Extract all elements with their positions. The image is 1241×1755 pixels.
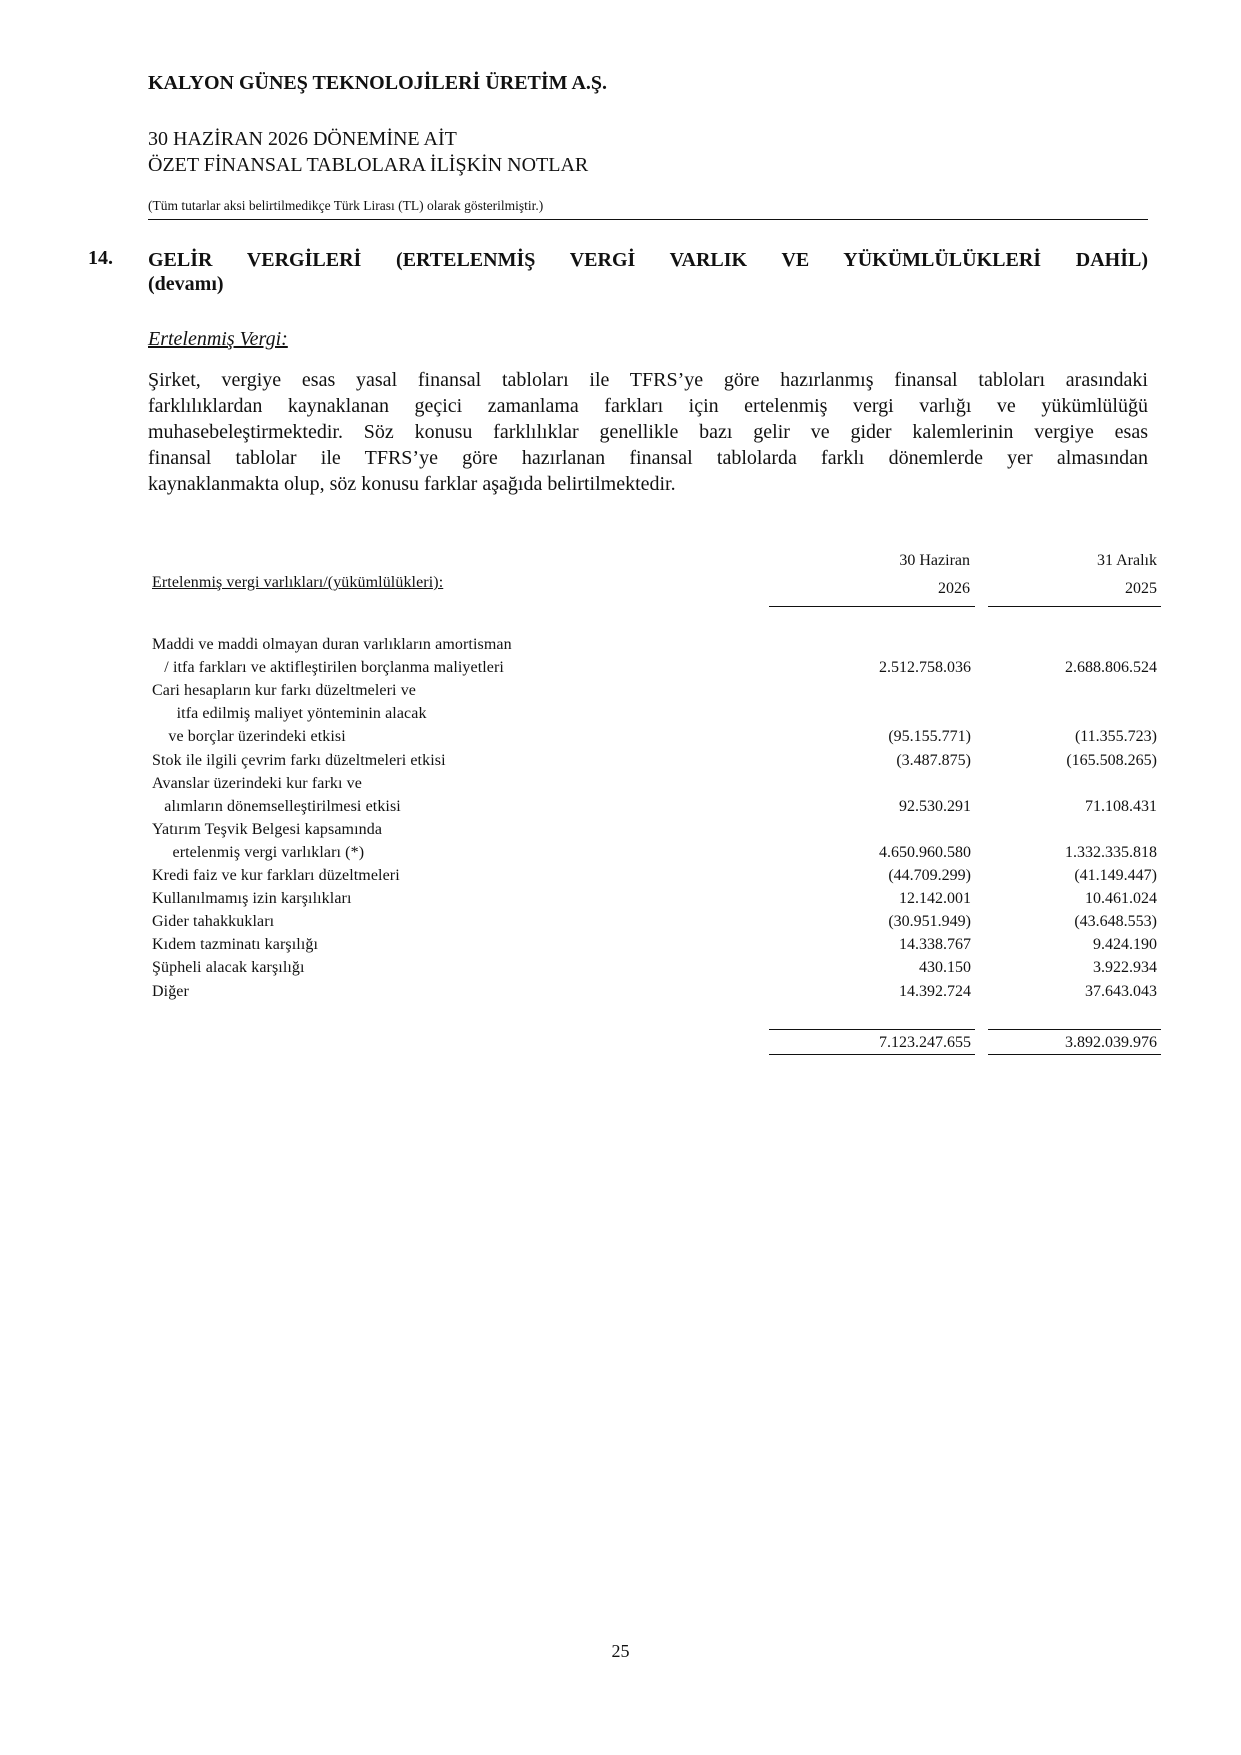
row-value-2026: 4.650.960.580 — [879, 844, 971, 861]
col2-total-top-rule — [988, 1029, 1161, 1030]
row-value-2025: 37.643.043 — [1085, 983, 1157, 1000]
row-value-2025: (41.149.447) — [1074, 867, 1157, 884]
col2-header-line1: 31 Aralık — [1097, 552, 1157, 569]
total-value-2025: 3.892.039.976 — [1065, 1034, 1157, 1051]
row-value-2026: (30.951.949) — [888, 913, 971, 930]
row-value-2025: (43.648.553) — [1074, 913, 1157, 930]
row-value-2025: 71.108.431 — [1085, 798, 1157, 815]
row-value-2025: 2.688.806.524 — [1065, 659, 1157, 676]
row-value-2025: 9.424.190 — [1093, 936, 1157, 953]
row-label: Maddi ve maddi olmayan duran varlıkların amortisman — [152, 636, 512, 653]
col1-total-top-rule — [769, 1029, 975, 1030]
section-title: GELİR VERGİLERİ (ERTELENMİŞ VERGİ VARLIK VE YÜKÜMLÜLÜKLERİ DAHİL) — [148, 249, 1148, 271]
row-value-2026: 14.338.767 — [899, 936, 971, 953]
currency-note: (Tüm tutarlar aksi belirtilmedikçe Türk Lirası (TL) olarak gösterilmiştir.) — [148, 198, 544, 213]
row-value-2026: 430.150 — [919, 959, 971, 976]
total-value-2026: 7.123.247.655 — [879, 1034, 971, 1051]
row-value-2025: 10.461.024 — [1085, 890, 1157, 907]
paragraph-line: muhasebeleştirmektedir. Söz konusu farklılıklar genellikle bazı gelir ve gider kalemlerinin vergiye esas — [148, 421, 1148, 443]
row-value-2025: 1.332.335.818 — [1065, 844, 1157, 861]
paragraph-line: finansal tablolar ile TFRS’ye göre hazırlanan finansal tablolarda farklı dönemlerde yer almasından — [148, 447, 1148, 469]
row-label: Kredi faiz ve kur farkları düzeltmeleri — [152, 867, 400, 884]
notes-title: ÖZET FİNANSAL TABLOLARA İLİŞKİN NOTLAR — [148, 154, 589, 176]
paragraph-line: Şirket, vergiye esas yasal finansal tabloları ile TFRS’ye göre hazırlanmış finansal tabloları arasındaki — [148, 369, 1148, 391]
company-name: KALYON GÜNEŞ TEKNOLOJİLERİ ÜRETİM A.Ş. — [148, 72, 608, 94]
row-value-2026: (3.487.875) — [896, 752, 971, 769]
paragraph-line: farklılıklardan kaynaklanan geçici zamanlama farkları için ertelenmiş vergi varlığı ve yükümlülüğü — [148, 395, 1148, 417]
row-value-2026: 14.392.724 — [899, 983, 971, 1000]
row-label: / itfa farkları ve aktifleştirilen borçlanma maliyetleri — [152, 659, 504, 676]
row-label: Gider tahakkukları — [152, 913, 275, 930]
col1-header-rule — [769, 606, 975, 607]
period-title: 30 HAZİRAN 2026 DÖNEMİNE AİT — [148, 128, 457, 150]
row-label: Kullanılmamış izin karşılıkları — [152, 890, 352, 907]
subheading: Ertelenmiş Vergi: — [148, 328, 288, 350]
section-number: 14. — [88, 247, 113, 269]
table-caption: Ertelenmiş vergi varlıkları/(yükümlülükleri): — [152, 574, 444, 591]
row-value-2026: 2.512.758.036 — [879, 659, 971, 676]
row-value-2025: 3.922.934 — [1093, 959, 1157, 976]
row-label: Avanslar üzerindeki kur farkı ve — [152, 775, 362, 792]
col2-header-line2: 2025 — [1125, 580, 1157, 597]
row-value-2026: (44.709.299) — [888, 867, 971, 884]
row-label: Yatırım Teşvik Belgesi kapsamında — [152, 821, 383, 838]
col2-total-bottom-rule — [988, 1054, 1161, 1055]
row-value-2025: (11.355.723) — [1074, 728, 1157, 745]
page-number: 25 — [611, 1641, 630, 1661]
row-value-2026: (95.155.771) — [888, 728, 971, 745]
col2-header-rule — [988, 606, 1161, 607]
section-title-continued: (devamı) — [148, 273, 224, 295]
row-value-2026: 92.530.291 — [899, 798, 971, 815]
row-label: ve borçlar üzerindeki etkisi — [152, 728, 346, 745]
row-label: itfa edilmiş maliyet yönteminin alacak — [152, 705, 427, 722]
col1-header-line2: 2026 — [938, 580, 970, 597]
col1-total-bottom-rule — [769, 1054, 975, 1055]
row-label: ertelenmiş vergi varlıkları (*) — [152, 844, 365, 861]
row-label: Şüpheli alacak karşılığı — [152, 959, 305, 976]
col1-header-line1: 30 Haziran — [899, 552, 970, 569]
row-label: Cari hesapların kur farkı düzeltmeleri ve — [152, 682, 416, 699]
body-paragraph — [148, 367, 1148, 497]
row-label: Kıdem tazminatı karşılığı — [152, 936, 319, 953]
row-value-2026: 12.142.001 — [899, 890, 971, 907]
row-label: Diğer — [152, 983, 189, 1000]
row-label: alımların dönemselleştirilmesi etkisi — [152, 798, 401, 815]
row-value-2025: (165.508.265) — [1066, 752, 1157, 769]
paragraph-line: kaynaklanmakta olup, söz konusu farklar aşağıda belirtilmektedir. — [148, 473, 676, 495]
row-label: Stok ile ilgili çevrim farkı düzeltmeleri etkisi — [152, 752, 446, 769]
header-divider — [148, 219, 1148, 220]
